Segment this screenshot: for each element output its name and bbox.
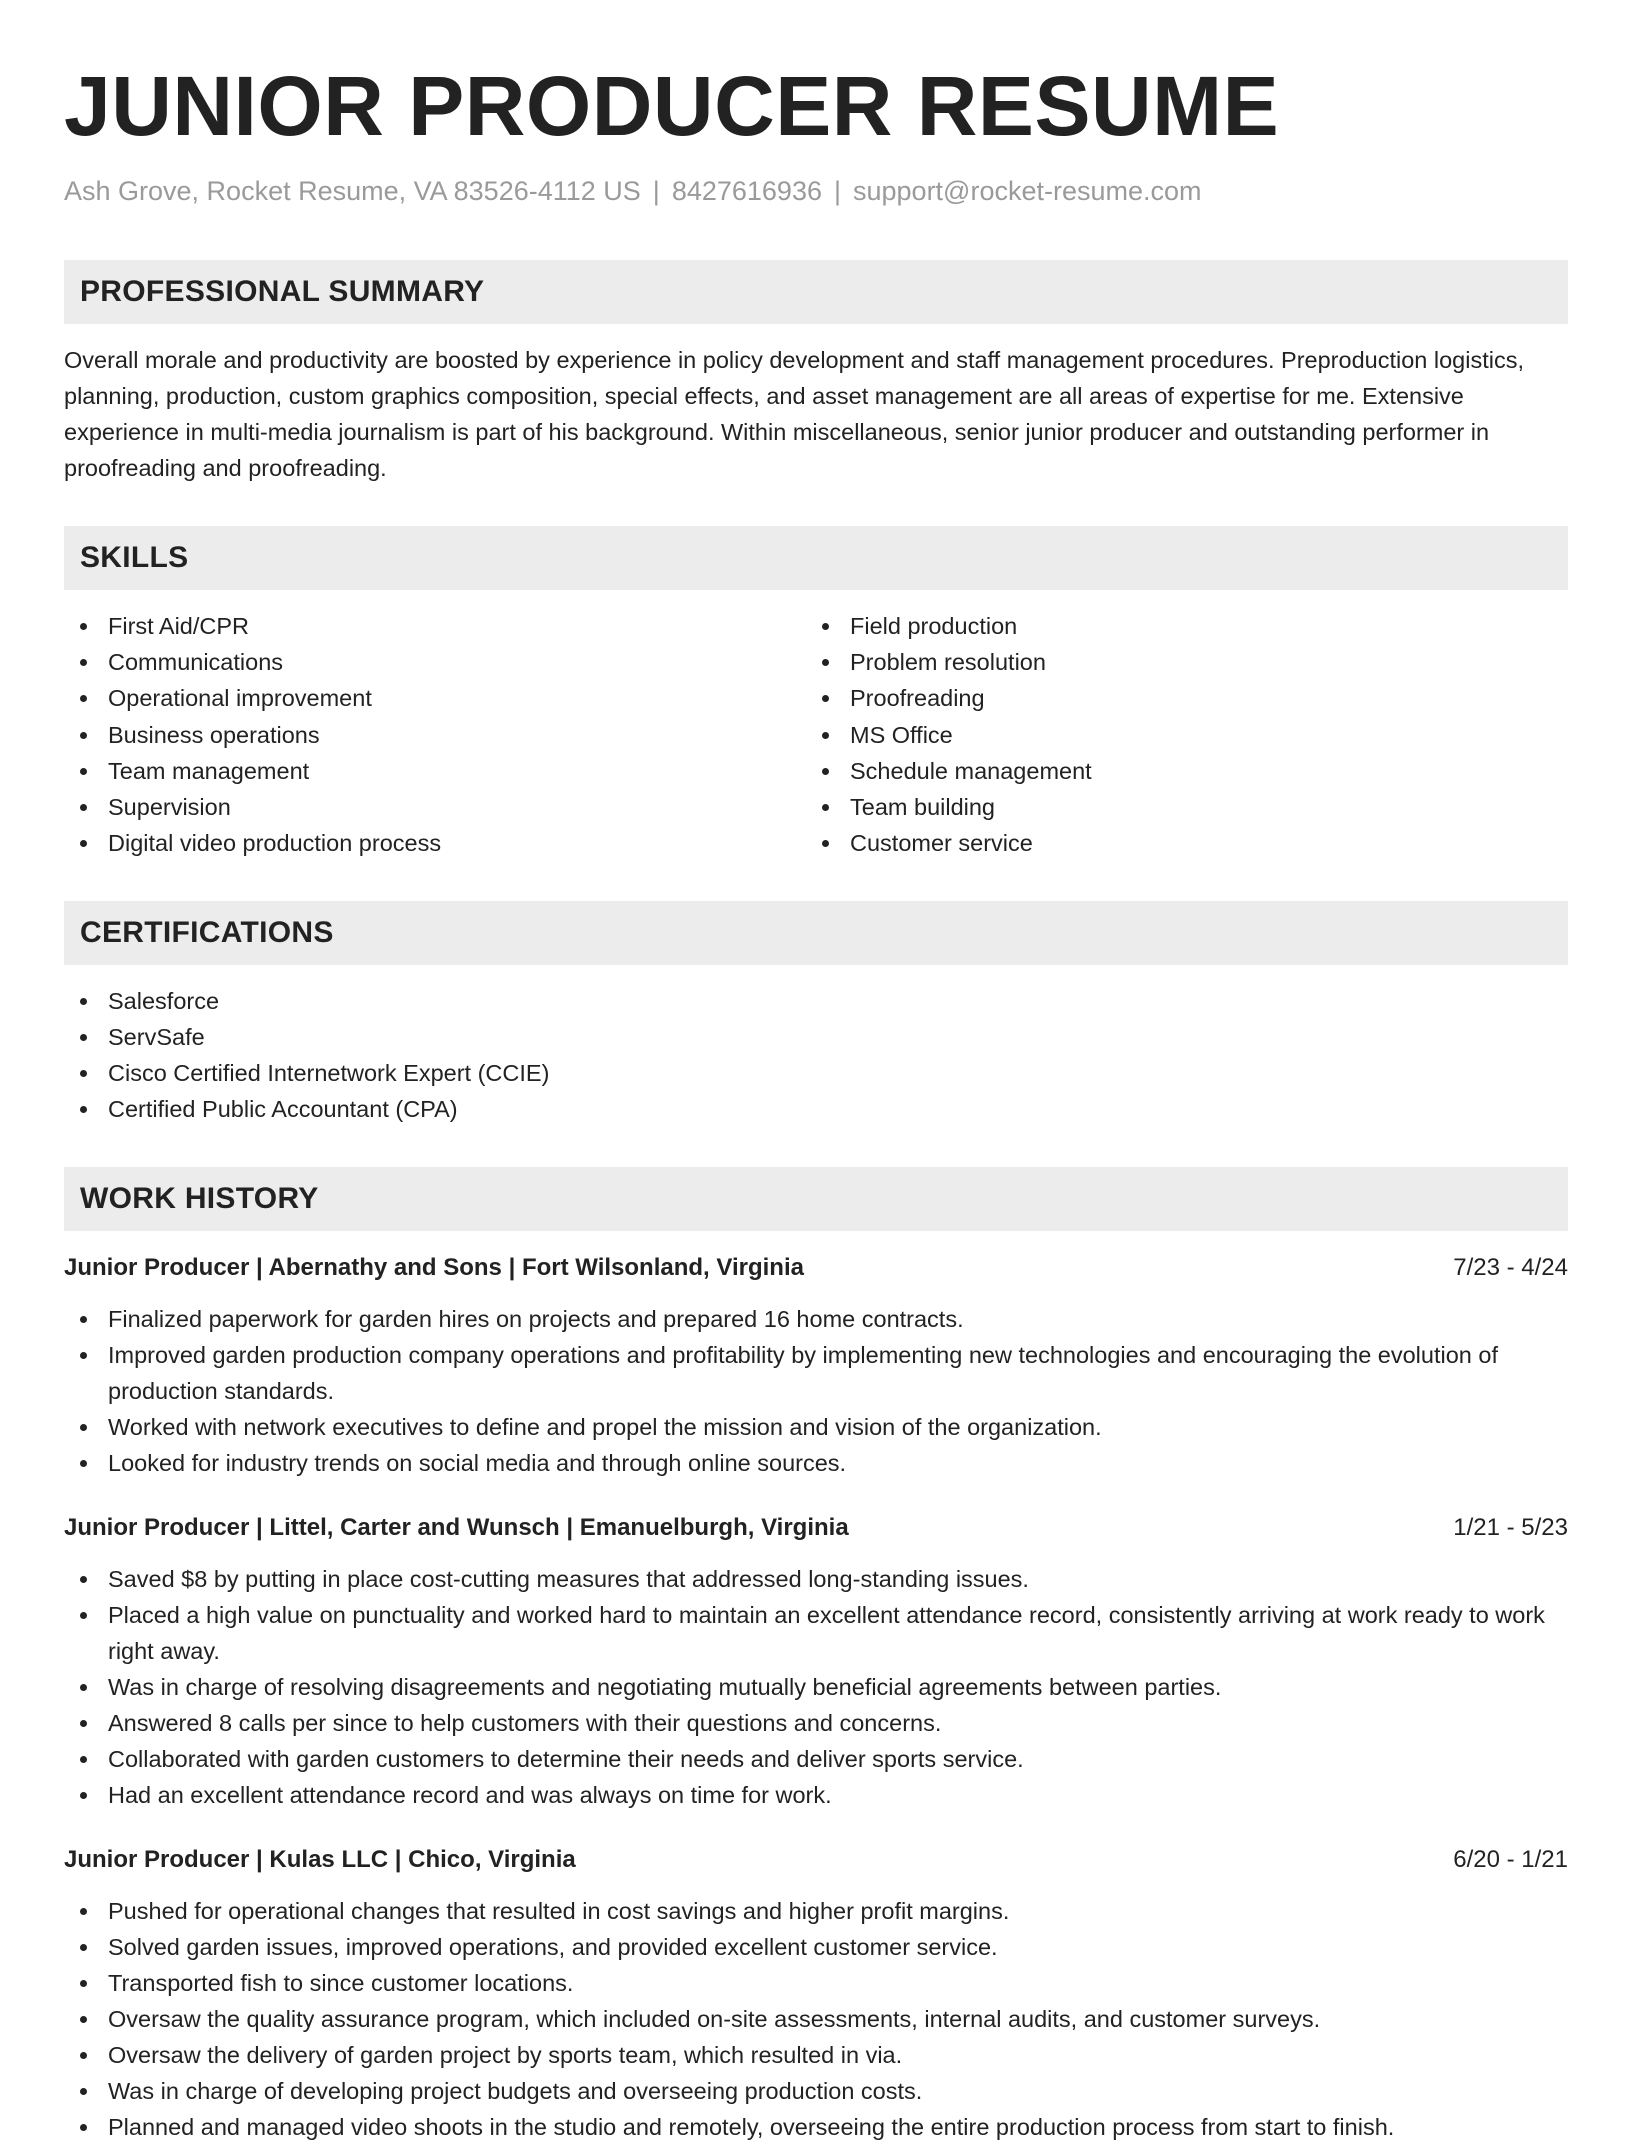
job-bullets: [64, 1561, 1568, 1813]
job-bullet: Saved $8 by putting in place cost-cutting measures that addressed long-standing issues.: [64, 1561, 1568, 1597]
skill-item: First Aid/CPR: [64, 608, 806, 644]
job-entry: [64, 1251, 1568, 1481]
job-bullet: Planned and managed video shoots in the studio and remotely, overseeing the entire production process from start to finish.: [64, 2109, 1568, 2145]
skill-item: Business operations: [64, 717, 806, 753]
certification-item: Cisco Certified Internetwork Expert (CCIE): [64, 1055, 1568, 1091]
job-title: Junior Producer | Littel, Carter and Wunsch | Emanuelburgh, Virginia: [64, 1514, 849, 1542]
job-bullet: Was in charge of resolving disagreements and negotiating mutually beneficial agreements between parties.: [64, 1669, 1568, 1705]
skill-item: Customer service: [806, 825, 1548, 861]
contact-separator: |: [652, 176, 660, 206]
section-heading-skills: SKILLS: [64, 526, 1568, 590]
job-bullet: Solved garden issues, improved operations, and provided excellent customer service.: [64, 1929, 1568, 1965]
section-heading-summary: PROFESSIONAL SUMMARY: [64, 260, 1568, 324]
job-dates: 1/21 - 5/23: [1453, 1514, 1568, 1542]
contact-address: Ash Grove, Rocket Resume, VA 83526-4112 US: [64, 176, 641, 206]
certification-item: ServSafe: [64, 1019, 1568, 1055]
skill-item: Communications: [64, 644, 806, 680]
job-header: [64, 1843, 1568, 1877]
job-bullet: Pushed for operational changes that resulted in cost savings and higher profit margins.: [64, 1893, 1568, 1929]
certification-item: Certified Public Accountant (CPA): [64, 1091, 1568, 1127]
job-bullet: Collaborated with garden customers to determine their needs and deliver sports service.: [64, 1741, 1568, 1777]
job-bullet: Worked with network executives to define and propel the mission and vision of the organization.: [64, 1409, 1568, 1445]
skill-item: Problem resolution: [806, 644, 1548, 680]
skill-item: Team management: [64, 753, 806, 789]
skill-item: Operational improvement: [64, 680, 806, 716]
job-dates: 7/23 - 4/24: [1453, 1254, 1568, 1282]
skill-item: Digital video production process: [64, 825, 806, 861]
job-bullets: [64, 1893, 1568, 2145]
certifications-list: [64, 983, 1568, 1127]
job-header: [64, 1251, 1568, 1285]
contact-line: [64, 174, 1568, 208]
contact-separator: |: [833, 176, 841, 206]
section-heading-work-history: WORK HISTORY: [64, 1167, 1568, 1231]
contact-phone: 8427616936: [671, 176, 822, 206]
job-bullet: Had an excellent attendance record and was always on time for work.: [64, 1777, 1568, 1813]
contact-email: support@rocket-resume.com: [853, 176, 1202, 206]
job-bullet: Placed a high value on punctuality and worked hard to maintain an excellent attendance record, consistently arriving at work ready to work right away.: [64, 1597, 1568, 1669]
skills-column-right: [806, 608, 1548, 861]
certification-item: Salesforce: [64, 983, 1568, 1019]
skill-item: Proofreading: [806, 680, 1548, 716]
skills-column-left: [64, 608, 806, 861]
job-bullet: Looked for industry trends on social media and through online sources.: [64, 1445, 1568, 1481]
job-bullet: Was in charge of developing project budgets and overseeing production costs.: [64, 2073, 1568, 2109]
page-title: JUNIOR PRODUCER RESUME: [64, 59, 1280, 153]
job-bullet: Oversaw the delivery of garden project by sports team, which resulted in via.: [64, 2037, 1568, 2073]
skill-item: Supervision: [64, 789, 806, 825]
job-bullet: Oversaw the quality assurance program, which included on-site assessments, internal audits, and customer surveys.: [64, 2001, 1568, 2037]
job-header: [64, 1511, 1568, 1545]
skill-item: Team building: [806, 789, 1548, 825]
job-bullet: Finalized paperwork for garden hires on projects and prepared 16 home contracts.: [64, 1301, 1568, 1337]
job-bullet: Answered 8 calls per since to help customers with their questions and concerns.: [64, 1705, 1568, 1741]
skill-item: MS Office: [806, 717, 1548, 753]
section-heading-certifications: CERTIFICATIONS: [64, 901, 1568, 965]
job-title: Junior Producer | Kulas LLC | Chico, Virginia: [64, 1846, 576, 1874]
skills-list: [64, 608, 1568, 861]
job-entry: [64, 1843, 1568, 2145]
summary-text: Overall morale and productivity are boosted by experience in policy development and staff management procedures. Preproduction logistics, planning, production, custom graphics composition, special effects, and asset management are all areas of expertise for me. Extensive experience in multi-media journalism is part of his background. Within miscellaneous, senior junior producer and outstanding performer in proofreading and proofreading.: [64, 347, 1524, 481]
job-bullets: [64, 1301, 1568, 1481]
job-dates: 6/20 - 1/21: [1453, 1846, 1568, 1874]
skill-item: Field production: [806, 608, 1548, 644]
job-bullet: Transported fish to since customer locations.: [64, 1965, 1568, 2001]
job-bullet: Improved garden production company operations and profitability by implementing new technologies and encouraging the evolution of production standards.: [64, 1337, 1568, 1409]
job-entry: [64, 1511, 1568, 1813]
job-title: Junior Producer | Abernathy and Sons | Fort Wilsonland, Virginia: [64, 1254, 804, 1282]
skill-item: Schedule management: [806, 753, 1548, 789]
